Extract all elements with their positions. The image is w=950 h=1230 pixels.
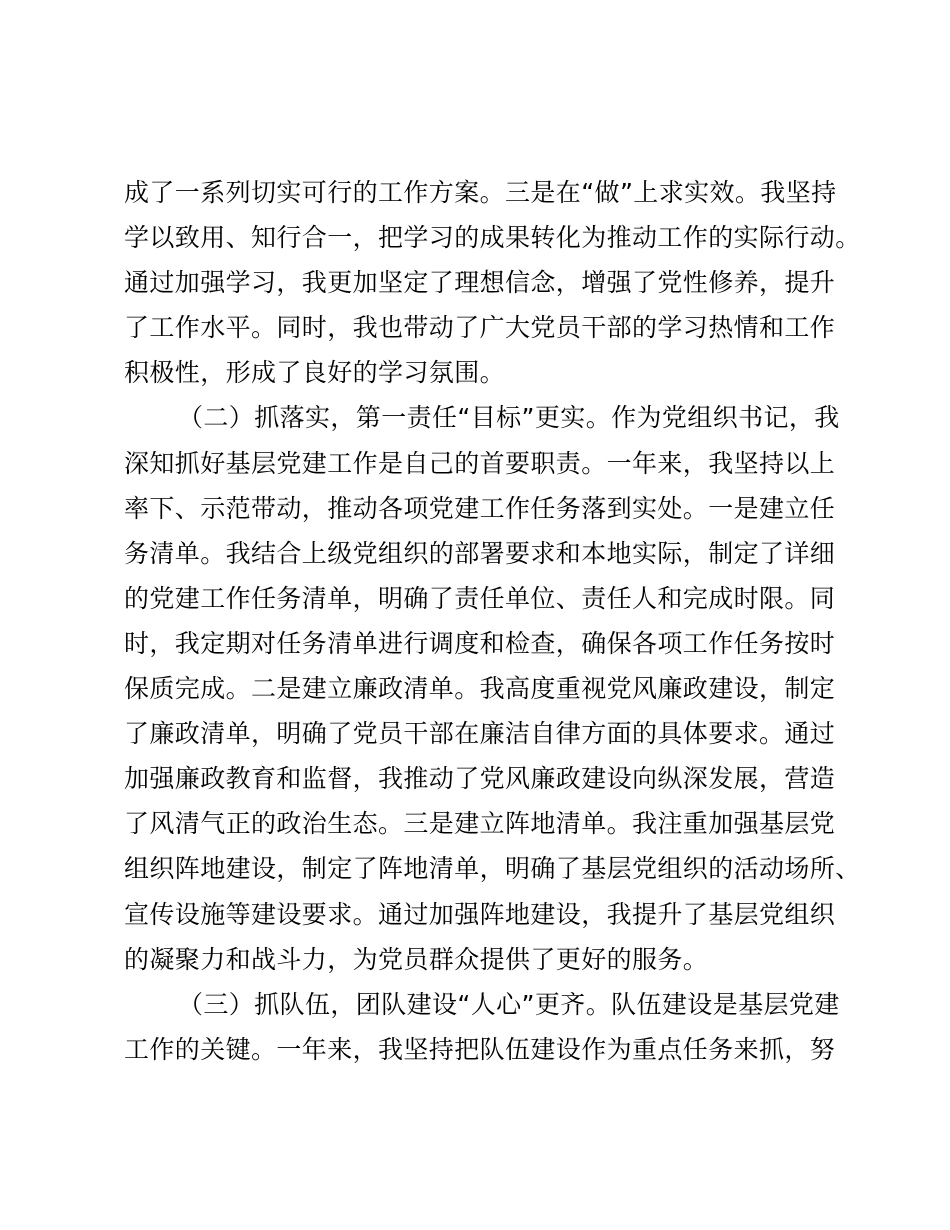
text-line: 保质完成。二是建立廉政清单。我高度重视党风廉政建设，制定 bbox=[124, 674, 836, 704]
text-line: 了工作水平。同时，我也带动了广大党员干部的学习热情和工作 bbox=[124, 313, 836, 343]
body-text bbox=[124, 170, 861, 1072]
text-line: 学以致用、知行合一，把学习的成果转化为推动工作的实际行动。 bbox=[124, 223, 861, 253]
text-line: 组织阵地建设，制定了阵地清单，明确了基层党组织的活动场所、 bbox=[124, 854, 861, 884]
text-line: 积极性，形成了良好的学习氛围。 bbox=[124, 358, 506, 388]
text-line: 的凝聚力和战斗力，为党员群众提供了更好的服务。 bbox=[124, 944, 709, 974]
text-line: 了廉政清单，明确了党员干部在廉洁自律方面的具体要求。通过 bbox=[124, 719, 836, 749]
text-line: 的党建工作任务清单，明确了责任单位、责任人和完成时限。同 bbox=[124, 583, 836, 613]
text-line: 时，我定期对任务清单进行调度和检查，确保各项工作任务按时 bbox=[124, 628, 836, 658]
text-line: 务清单。我结合上级党组织的部署要求和本地实际，制定了详细 bbox=[124, 538, 836, 568]
text-line: 通过加强学习，我更加坚定了理想信念，增强了党性修养，提升 bbox=[124, 268, 836, 298]
text-line: 宣传设施等建设要求。通过加强阵地建设，我提升了基层党组织 bbox=[124, 899, 836, 929]
text-line: 深知抓好基层党建工作是自己的首要职责。一年来，我坚持以上 bbox=[124, 448, 836, 478]
text-line: 了风清气正的政治生态。三是建立阵地清单。我注重加强基层党 bbox=[124, 809, 836, 839]
text-line: 工作的关键。一年来，我坚持把队伍建设作为重点任务来抓，努 bbox=[124, 1034, 836, 1064]
section-heading-line: （二）抓落实，第一责任“目标”更实。作为党组织书记，我 bbox=[178, 403, 840, 433]
section-heading-line: （三）抓队伍，团队建设“人心”更齐。队伍建设是基层党建 bbox=[178, 989, 840, 1019]
text-line: 成了一系列切实可行的工作方案。三是在“做”上求实效。我坚持 bbox=[124, 178, 837, 207]
text-line: 加强廉政教育和监督，我推动了党风廉政建设向纵深发展，营造 bbox=[124, 764, 836, 794]
text-line: 率下、示范带动，推动各项党建工作任务落到实处。一是建立任 bbox=[124, 493, 836, 523]
